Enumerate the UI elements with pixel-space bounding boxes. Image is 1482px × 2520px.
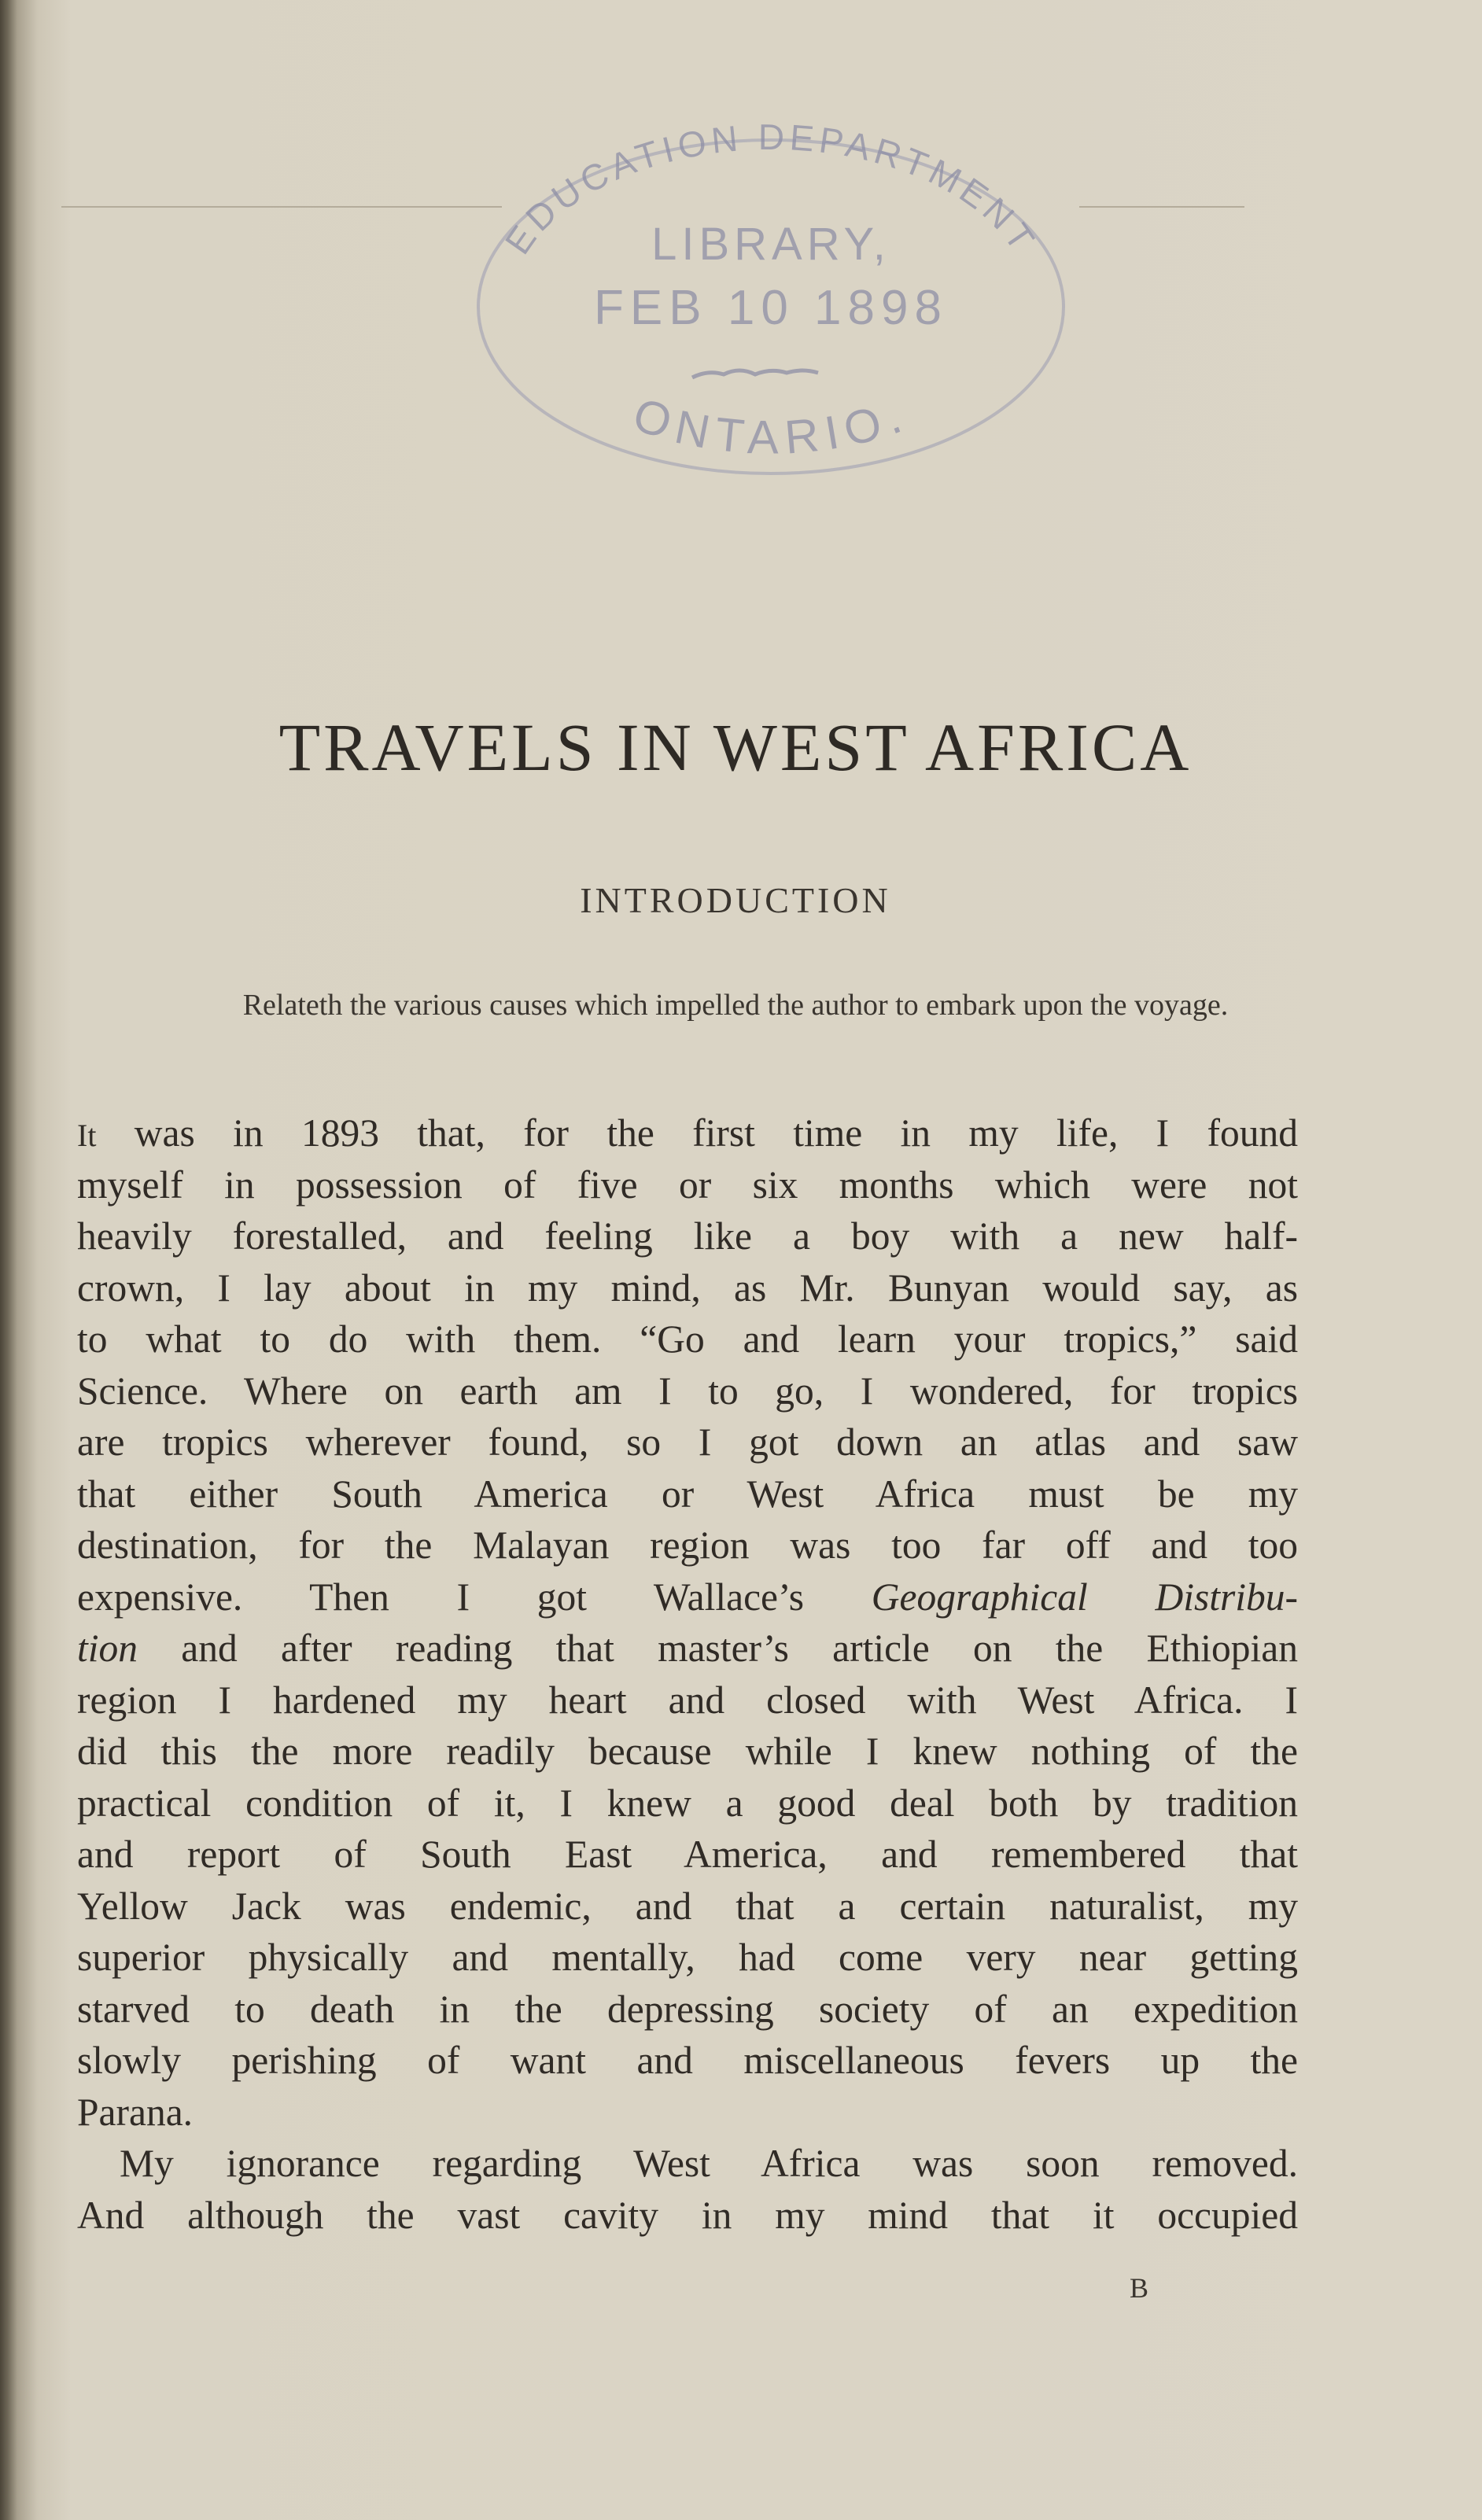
small-caps-initial: It xyxy=(77,1118,97,1153)
text-line: crown, I lay about in my mind, as Mr. Bunyan would say, as xyxy=(77,1266,1298,1310)
text-line: starved to death in the depressing society of an expedition xyxy=(77,1987,1298,2031)
stamp-bottom-text: ONTARIO. xyxy=(626,387,916,464)
text-line: destination, for the Malayan region was too far off and too xyxy=(77,1523,1298,1567)
text-line: myself in possession of five or six months which were not xyxy=(77,1162,1298,1207)
text-line: region I hardened my heart and closed with West Africa. I xyxy=(77,1678,1298,1722)
italic-book-title: Geographical Distribu- xyxy=(871,1575,1298,1619)
text-line: Yellow Jack was endemic, and that a certain naturalist, my xyxy=(77,1884,1298,1928)
top-rule-right xyxy=(1079,206,1244,208)
text-line: Science. Where on earth am I to go, I wondered, for tropics xyxy=(77,1369,1298,1413)
library-stamp xyxy=(456,118,1086,488)
text-line: superior physically and mentally, had come very near getting xyxy=(77,1936,1298,1979)
signature-mark: B xyxy=(1130,2272,1149,2304)
library-stamp-graphic xyxy=(456,118,1086,488)
text-line: practical condition of it, I knew a good deal both by tradition xyxy=(77,1781,1298,1825)
top-rule-left xyxy=(61,206,502,208)
text-line: It was in 1893 that, for the first time in my life, I found xyxy=(77,1111,1298,1155)
text-line: did this the more readily because while I knew nothing of the xyxy=(77,1730,1298,1773)
italic-book-title: tion xyxy=(77,1627,138,1670)
text-line: expensive. Then I got Wallace’s Geographical Distribu- xyxy=(77,1575,1298,1619)
text-line: And although the vast cavity in my mind that it occupied xyxy=(77,2193,1298,2237)
body-text xyxy=(77,1107,1298,2241)
text-line: slowly perishing of want and miscellaneous fevers up the xyxy=(77,2039,1298,2082)
text-line: heavily forestalled, and feeling like a boy with a new half- xyxy=(77,1214,1298,1258)
book-title: TRAVELS IN WEST AFRICA xyxy=(278,709,1193,785)
stamp-flourish xyxy=(692,370,818,378)
text-line: are tropics wherever found, so I got down an atlas and saw xyxy=(77,1420,1298,1464)
text-line: My ignorance regarding West Africa was soon removed. xyxy=(120,2142,1298,2185)
chapter-heading: INTRODUCTION xyxy=(580,880,891,920)
text-line: Parana. xyxy=(77,2090,194,2134)
text-line: to what to do with them. “Go and learn your tropics,” said xyxy=(77,1317,1298,1361)
stamp-date-text: FEB 10 1898 xyxy=(594,281,948,335)
text-line: tion and after reading that master’s article on the Ethiopian xyxy=(77,1627,1298,1670)
chapter-summary: Relateth the various causes which impelled the author to embark upon the voyage. xyxy=(242,989,1229,1022)
stamp-top-text: EDUCATION DEPARTMENT xyxy=(496,118,1045,262)
text-line: and report of South East America, and remembered that xyxy=(77,1833,1298,1876)
text-line: that either South America or West Africa must be my xyxy=(77,1472,1298,1516)
stamp-library-text: LIBRARY, xyxy=(651,219,890,270)
